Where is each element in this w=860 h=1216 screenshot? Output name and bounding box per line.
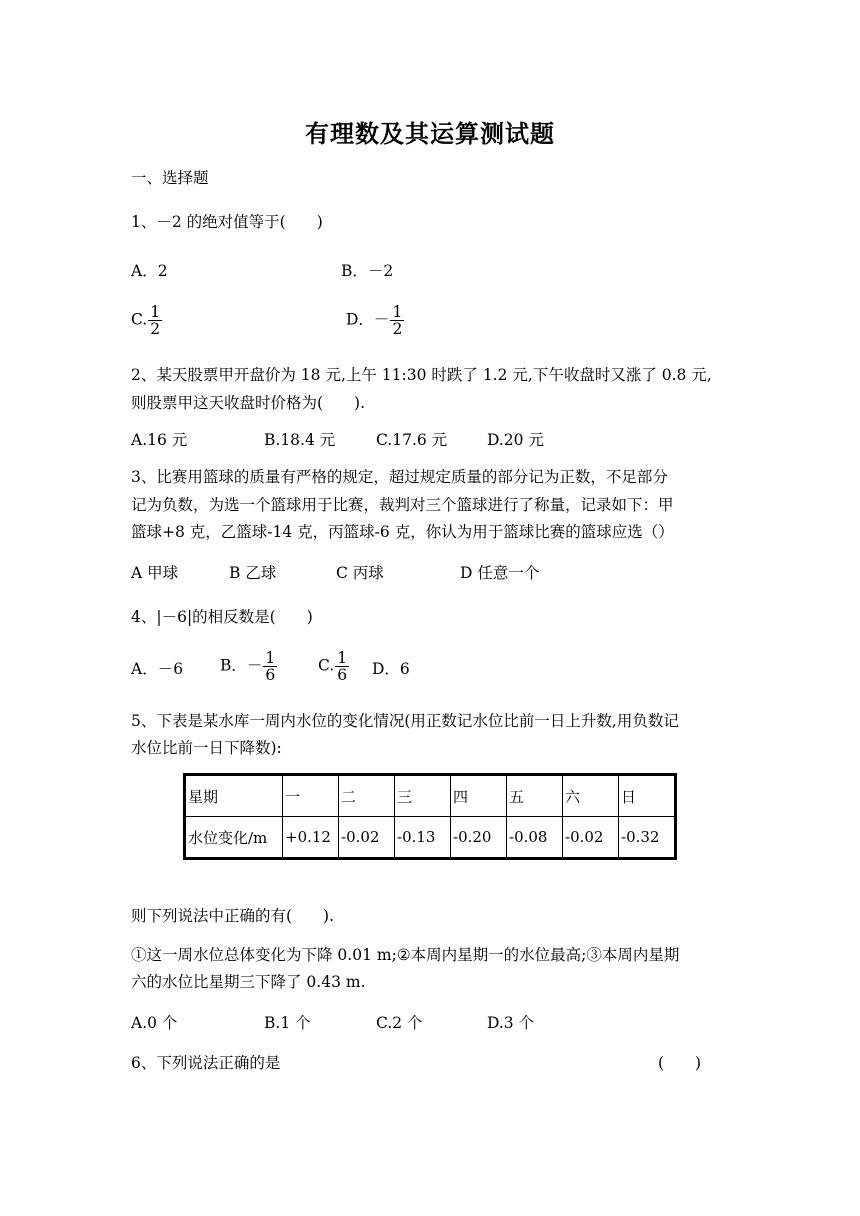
q4-option-c-denominator: 6 [337, 666, 348, 684]
q4-option-c-prefix: C. [318, 656, 335, 675]
table-row [185, 817, 676, 859]
q1-option-d-fraction [390, 304, 404, 337]
q5-statements-line2: 六的水位比星期三下降了 0.43 m. [131, 973, 366, 991]
q5-stem-line2: 水位比前一日下降数): [131, 739, 282, 757]
q1-option-c-denominator: 2 [150, 320, 161, 338]
table-cell: -0.02 [339, 817, 395, 859]
q5-question: 则下列说法中正确的有( ). [131, 907, 335, 925]
table-cell: 五 [507, 775, 563, 817]
q1-option-c [131, 304, 163, 337]
q1-option-d-prefix: D．－ [346, 310, 390, 329]
table-cell: 六 [563, 775, 619, 817]
q4-option-c [318, 650, 350, 683]
q6-stem: 6、下列说法正确的是 [131, 1054, 281, 1072]
table-cell: 四 [451, 775, 507, 817]
q1-option-d-numerator: 1 [392, 303, 403, 321]
q3-option-a: A 甲球 [131, 564, 179, 582]
q5-statements-line1: ①这一周水位总体变化为下降 0.01 m;②本周内星期一的水位最高;③本周内星期 [131, 946, 680, 964]
q2-stem-line1: 2、某天股票甲开盘价为 18 元,上午 11:30 时跌了 1.2 元,下午收盘时又涨了 0.8 元, [131, 366, 712, 384]
q4-option-b-numerator: 1 [265, 649, 276, 667]
q1-option-d [346, 304, 405, 337]
q6-answer-paren: ( ) [658, 1054, 702, 1072]
q5-option-d: D.3 个 [487, 1014, 535, 1032]
q1-option-a: A．2 [131, 262, 168, 280]
q4-option-b-denominator: 6 [265, 666, 276, 684]
q4-option-b-fraction [263, 650, 277, 683]
table-cell: -0.02 [563, 817, 619, 859]
q2-option-c: C.17.6 元 [376, 431, 448, 449]
q4-option-c-fraction [335, 650, 349, 683]
q5-option-b: B.1 个 [264, 1014, 311, 1032]
section-heading: 一、选择题 [131, 169, 209, 187]
table-cell: 一 [283, 775, 339, 817]
q3-option-d: D 任意一个 [460, 564, 540, 582]
table-cell: -0.13 [395, 817, 451, 859]
q4-option-c-numerator: 1 [337, 649, 348, 667]
table-cell: 星期 [185, 775, 283, 817]
q4-option-a: A．－6 [131, 660, 184, 678]
q2-stem-line2: 则股票甲这天收盘时价格为( ). [131, 394, 366, 412]
q3-stem-line1: 3、比赛用篮球的质量有严格的规定，超过规定质量的部分记为正数，不足部分 [131, 468, 668, 486]
q5-option-c: C.2 个 [376, 1014, 423, 1032]
q3-option-b: B 乙球 [229, 564, 277, 582]
table-cell: -0.32 [619, 817, 676, 859]
q4-option-b [220, 650, 278, 683]
q2-option-b: B.18.4 元 [264, 431, 336, 449]
table-header-row [185, 775, 676, 817]
table-cell: 水位变化/m [185, 817, 283, 859]
table-cell: 二 [339, 775, 395, 817]
q3-stem-line3: 篮球+8 克，乙篮球-14 克，丙篮球-6 克，你认为用于篮球比赛的篮球应选（） [131, 523, 674, 541]
table-cell: -0.08 [507, 817, 563, 859]
water-level-table [183, 773, 677, 860]
q2-option-d: D.20 元 [487, 431, 544, 449]
q4-option-d: D．6 [372, 660, 410, 678]
q1-option-b: B．－2 [341, 262, 394, 280]
q1-option-c-prefix: C. [131, 310, 148, 329]
table-cell: 日 [619, 775, 676, 817]
q1-option-c-fraction [148, 304, 162, 337]
q3-option-c: C 丙球 [336, 564, 384, 582]
q5-option-a: A.0 个 [131, 1014, 178, 1032]
q5-stem-line1: 5、下表是某水库一周内水位的变化情况(用正数记水位比前一日上升数,用负数记 [131, 712, 679, 730]
q1-option-c-numerator: 1 [150, 303, 161, 321]
q1-stem: 1、－2 的绝对值等于( ) [131, 213, 323, 231]
q1-option-d-denominator: 2 [392, 320, 403, 338]
q4-option-b-prefix: B．－ [220, 656, 263, 675]
q3-stem-line2: 记为负数，为选一个篮球用于比赛，裁判对三个篮球进行了称量，记录如下：甲 [131, 496, 674, 514]
q2-option-a: A.16 元 [131, 431, 188, 449]
q4-stem: 4、|－6|的相反数是( ) [131, 608, 313, 626]
table-cell: +0.12 [283, 817, 339, 859]
table-cell: 三 [395, 775, 451, 817]
page-title: 有理数及其运算测试题 [305, 119, 555, 148]
table-cell: -0.20 [451, 817, 507, 859]
